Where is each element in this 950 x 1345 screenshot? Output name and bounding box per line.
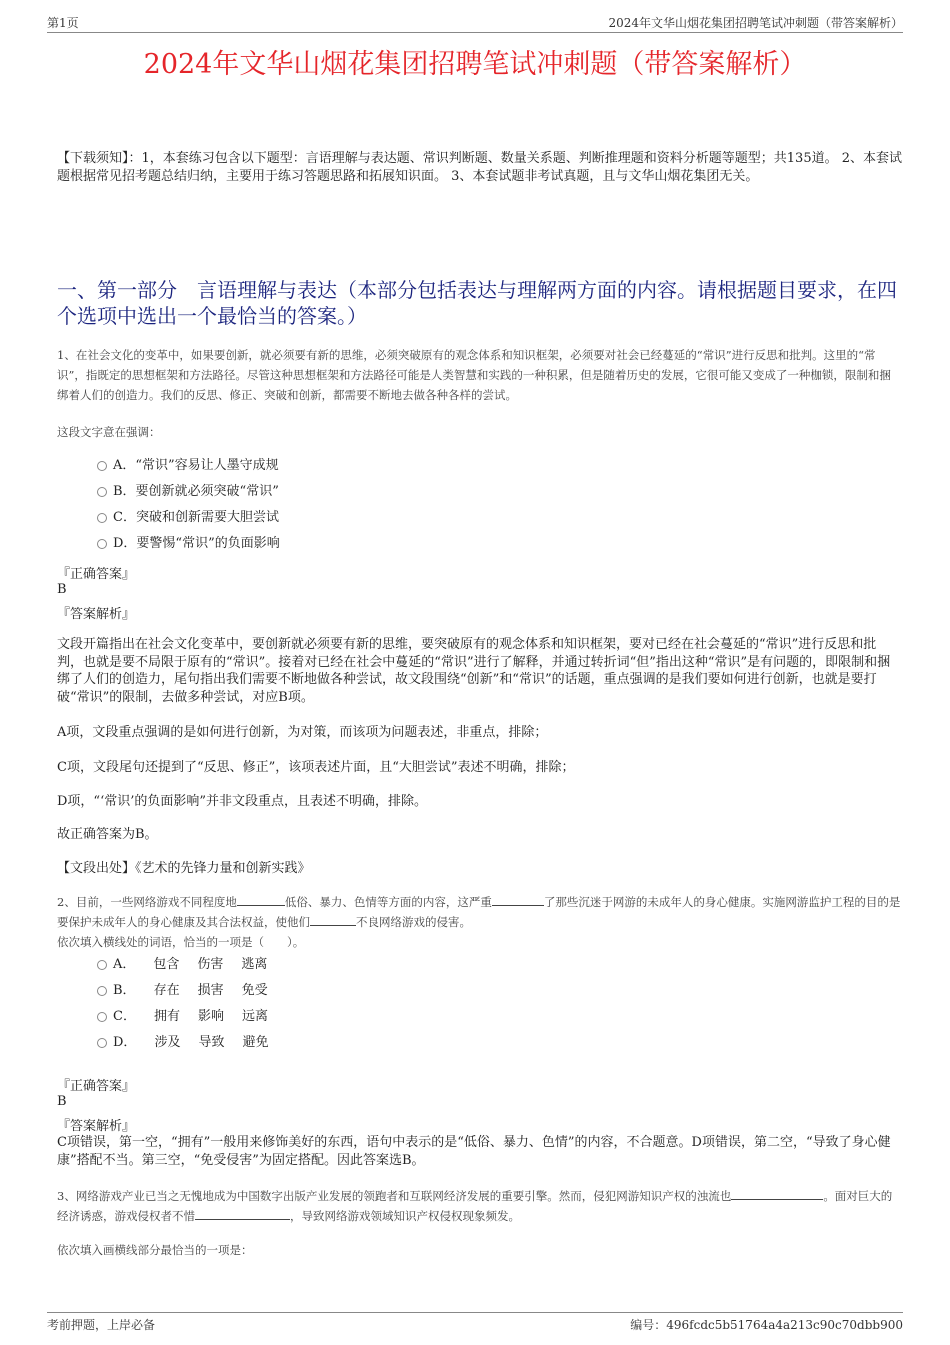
blank-line bbox=[310, 913, 356, 926]
q1-option-c[interactable]: C．突破和创新需要大胆尝试 bbox=[97, 505, 280, 531]
radio-icon[interactable] bbox=[97, 986, 107, 996]
blank-line bbox=[492, 893, 544, 906]
q1-option-b[interactable]: B．要创新就必须突破“常识” bbox=[97, 479, 280, 505]
page-footer bbox=[47, 1312, 903, 1332]
q2-options bbox=[97, 952, 268, 1056]
q1-answer-label: 『正确答案』 bbox=[57, 567, 136, 582]
q3-prompt: 依次填入画横线部分最恰当的一项是： bbox=[57, 1243, 253, 1257]
q1-analysis-label: 『答案解析』 bbox=[57, 607, 136, 622]
q2-stem: 2、目前，一些网络游戏不同程度地 低俗、暴力、色情等方面的内容，这严重 了那些沉迷于网游的未成年人的身心健康。实施网游监护工程的目的是要保护未成年人的身心健康及其合法权益，使他们 不良网络游戏的侵害。 bbox=[57, 895, 901, 929]
blank-line bbox=[731, 1187, 823, 1200]
q2-answer-label: 『正确答案』 bbox=[57, 1079, 136, 1094]
section-heading: 一、第一部分 言语理解与表达（本部分包括表达与理解两方面的内容。请根据题目要求，在四个选项中选出一个最恰当的答案。） bbox=[57, 278, 897, 328]
q1-option-d[interactable]: D．要警惕“常识”的负面影响 bbox=[97, 531, 280, 557]
q2-analysis-label: 『答案解析』 bbox=[57, 1119, 136, 1134]
q1-analysis-d: D项，“‘常识’的负面影响”并非文段重点，且表述不明确，排除。 bbox=[57, 794, 427, 809]
q1-source: 【文段出处】《艺术的先锋力量和创新实践》 bbox=[57, 861, 311, 876]
q3-stem: 3、网络游戏产业已当之无愧地成为中国数字出版产业发展的领跑者和互联网经济发展的重要引擎。然而，侵犯网游知识产权的浊流也 。面对巨大的经济诱惑，游戏侵权者不惜 ，导致网络游戏领域知识产权侵权现象频发。 bbox=[57, 1189, 893, 1223]
q2-option-c[interactable]: C． 拥有 影响 远离 bbox=[97, 1004, 268, 1030]
q1-options bbox=[97, 453, 280, 557]
q1-analysis-a: A项，文段重点强调的是如何进行创新，为对策，而该项为问题表述，非重点，排除； bbox=[57, 725, 548, 740]
q1-analysis-main: 文段开篇指出在社会文化变革中，要创新就必须要有新的思维，要突破原有的观念体系和知识框架，要对已经在社会蔓延的“常识”进行反思和批判，也就是要不局限于原有的“常识”。接着对已经在社会中蔓延的“常识”进行了解释，并通过转折词“但”指出这种“常识”是有问题的，即限制和捆绑了人们的创造力，尾句指出我们需要不断地做各种尝试，故文段围绕“创新”和“常识”的话题，重点强调的是我们要如何进行创新，也就是要打破“常识”的限制，去做多种尝试，对应B项。 bbox=[57, 637, 891, 705]
q2-answer: B bbox=[57, 1094, 67, 1109]
footer-slogan: 考前押题，上岸必备 bbox=[47, 1318, 156, 1332]
radio-icon[interactable] bbox=[97, 487, 107, 497]
blank-line bbox=[237, 893, 285, 906]
radio-icon[interactable] bbox=[97, 461, 107, 471]
q1-conclusion: 故正确答案为B。 bbox=[57, 827, 158, 842]
radio-icon[interactable] bbox=[97, 1012, 107, 1022]
radio-icon[interactable] bbox=[97, 513, 107, 523]
q1-prompt: 这段文字意在强调： bbox=[57, 425, 161, 439]
radio-icon[interactable] bbox=[97, 960, 107, 970]
download-notice: 【下载须知】：1，本套练习包含以下题型：言语理解与表达题、常识判断题、数量关系题、判断推理题和资料分析题等题型；共135道。 2、本套试题根据常见招考题总结归纳，主要用于练习答题思路和拓展知识面。 3、本套试题非考试真题，且与文华山烟花集团无关。 bbox=[57, 151, 902, 184]
radio-icon[interactable] bbox=[97, 539, 107, 549]
q1-analysis-c: C项，文段尾句还提到了“反思、修正”，该项表述片面，且“大胆尝试”表述不明确，排除； bbox=[57, 760, 575, 775]
blank-line bbox=[195, 1207, 290, 1220]
q1-option-a[interactable]: A．“常识”容易让人墨守成规 bbox=[97, 453, 280, 479]
q2-option-b[interactable]: B． 存在 损害 免受 bbox=[97, 978, 268, 1004]
q1-stem: 1、在社会文化的变革中，如果要创新，就必须要有新的思维，必须突破原有的观念体系和知识框架，必须要对社会已经蔓延的“常识”进行反思和批判。这里的“常识”，指既定的思想框架和方法路径。尽管这种思想框架和方法路径可能是人类智慧和实践的一种积累，但是随着历史的发展，它很可能又变成了一种枷锁，限制和捆绑着人们的创造力。我们的反思、修正、突破和创新，都需要不断地去做各种各样的尝试。 bbox=[57, 348, 891, 402]
q2-prompt: 依次填入横线处的词语，恰当的一项是（ ）。 bbox=[57, 935, 305, 949]
footer-id: 编号：496fcdc5b51764a4a213c90c70dbb900 bbox=[630, 1318, 903, 1332]
document-title: 2024年文华山烟花集团招聘笔试冲刺题（带答案解析） bbox=[143, 49, 807, 80]
q1-answer: B bbox=[57, 582, 67, 597]
page-number: 第1页 bbox=[47, 16, 79, 30]
q2-option-a[interactable]: A． 包含 伤害 逃离 bbox=[97, 952, 268, 978]
page-header bbox=[47, 14, 903, 33]
q2-analysis: C项错误，第一空，“拥有”一般用来修饰美好的东西，语句中表示的是“低俗、暴力、色情”的内容，不合题意。D项错误，第二空，“导致了身心健康”搭配不当。第三空，“免受侵害”为固定搭配。因此答案选B。 bbox=[57, 1135, 891, 1168]
header-title: 2024年文华山烟花集团招聘笔试冲刺题（带答案解析） bbox=[608, 16, 903, 30]
radio-icon[interactable] bbox=[97, 1038, 107, 1048]
q2-option-d[interactable]: D． 涉及 导致 避免 bbox=[97, 1030, 268, 1056]
